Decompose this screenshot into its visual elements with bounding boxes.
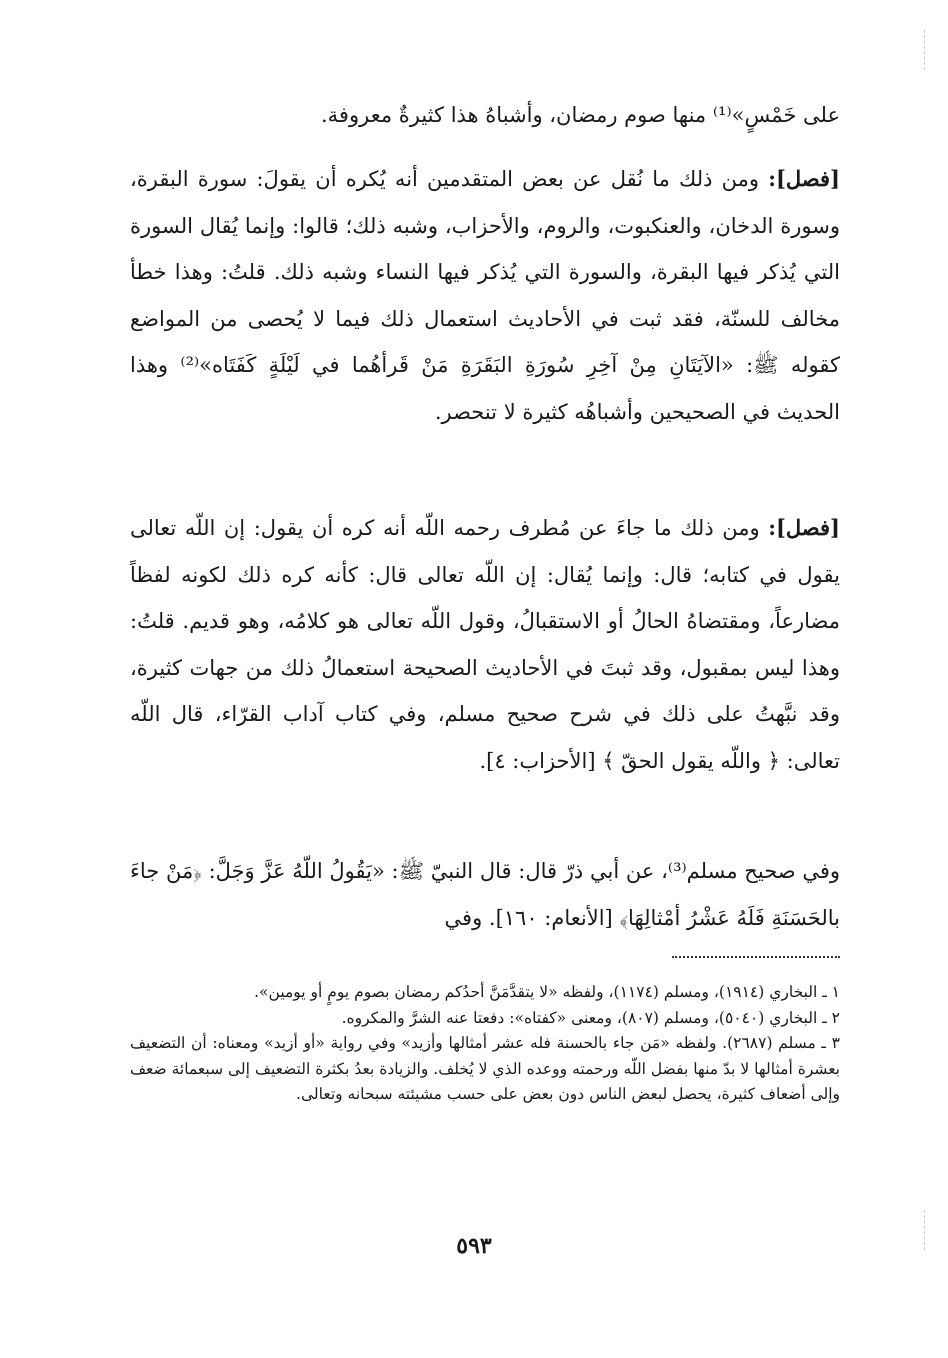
page-number: ٥٩٣ — [456, 1233, 492, 1259]
footnote-3: ٣ ـ مسلم (٢٦٨٧). ولفظه «مَن جاء بالحسنة فله عشر أمثالها وأزيد» وفي رواية «أو أزيد» ومعناه: أن التضعيف بعشرة أمثالها لا بدّ منها بفضل اللّه ورحمته ووعده الذي لا يُخلف. والزيادة بعدُ بكثرة التضعيف إلى سبعمائة ضعف وإلى أضعاف كثيرة، يحصل لبعض الناس دون بعض على حسب مشيئته سبحانه وتعالى. — [130, 1034, 840, 1103]
footnotes — [130, 980, 840, 1108]
continuation-line — [130, 92, 840, 139]
paragraph-body: ومن ذلك ما جاءَ عن مُطرف رحمه اللّه أنه كره أن يقول: إن اللّه تعالى يقول في كتابه؛ قال: وإنما يُقال: إن اللّه تعالى قال: كأنه كره ذلك لكونه لفظاً مضارعاً، ومقتضاهُ الحالُ أو الاستقبالُ، وقول اللّه تعالى هو كلامُه، وهو قديم. قلتُ: وهذا ليس بمقبول، وقد ثبتَ في الأحاديث الصحيحة استعمالُ ذلك من جهات كثيرة، وقد نبَّهتُ على ذلك في شرح صحيح مسلم، وفي كتاب آداب القرّاء، قال اللّه تعالى: ﴿ واللّه يقول الحقّ ﴾ [الأحزاب: ٤]. — [130, 516, 840, 773]
continuation-text: على خَمْسٍ»⁽¹⁾ منها صوم رمضان، وأشباهُ هذا كثيرةٌ معروفة. — [321, 103, 840, 127]
section-paragraph-1 — [130, 156, 840, 435]
section-heading: [فصل]: — [768, 515, 840, 540]
paragraph-body: وفي صحيح مسلم⁽³⁾، عن أبي ذرّ قال: قال النبيّ ﷺ: «يَقُولُ اللّهُ عَزَّ وَجَلَّ: ﴿مَنْ جاءَ بالحَسَنَةِ فَلَهُ عَشْرُ أمْثالِهَا﴾ [الأنعام: ١٦٠]. وفي — [130, 859, 840, 930]
footnote-2: ٢ ـ البخاري (٥٠٤٠)، ومسلم (٨٠٧)، ومعنى «كفتاه»: دفعتا عنه الشرَّ والمكروه. — [341, 1008, 840, 1027]
section-paragraph-3 — [130, 848, 840, 941]
paragraph-text — [130, 505, 840, 784]
footnote-divider — [672, 956, 840, 958]
paragraph-text — [130, 156, 840, 435]
footnote-1: ١ ـ البخاري (١٩١٤)، ومسلم (١١٧٤)، ولفظه «لا يتقدَّمَنَّ أحدُكم رمضان بصوم يومٍ أو يومين». — [254, 983, 840, 1001]
paragraph-body: ومن ذلك ما نُقل عن بعض المتقدمين أنه يُكره أن يقولَ: سورة البقرة، وسورة الدخان، والعنكبوت، والروم، والأحزاب، وشبه ذلك؛ قالوا: وإنما يُقال السورة التي يُذكر فيها البقرة، والسورة التي يُذكر فيها النساء وشبه ذلك. قلتُ: وهذا خطأ مخالف للسنّة، فقد ثبت في الأحاديث استعمال ذلك فيما لا يُحصى من المواضع كقوله ﷺ: «الآيَتَانِ مِنْ آخِرِ سُورَةِ البَقَرَةِ مَنْ قَرأهُما في لَيْلَةٍ كَفَتَاه»⁽²⁾ وهذا الحديث في الصحيحين وأشباهُه كثيرة لا تنحصر. — [130, 167, 841, 424]
section-heading: [فصل]: — [768, 166, 840, 191]
section-paragraph-2 — [130, 505, 840, 784]
scan-margin-mark — [924, 30, 926, 70]
